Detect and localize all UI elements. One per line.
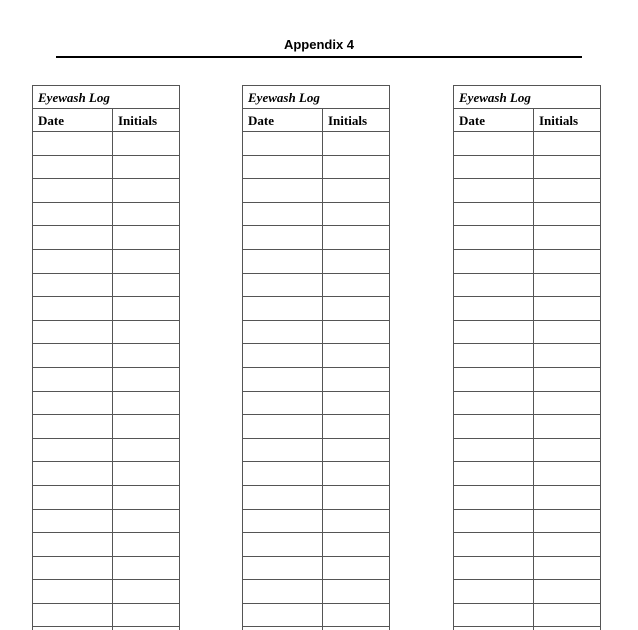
initials-cell xyxy=(534,415,600,438)
date-cell xyxy=(33,533,113,556)
log-entry-row xyxy=(33,580,179,604)
initials-cell xyxy=(113,510,179,533)
initials-cell xyxy=(323,156,389,179)
initials-cell xyxy=(323,580,389,603)
log-entry-row xyxy=(33,486,179,510)
initials-cell xyxy=(113,557,179,580)
log-entry-row xyxy=(33,203,179,227)
date-cell xyxy=(33,297,113,320)
date-column-header: Date xyxy=(33,109,113,131)
initials-cell xyxy=(323,132,389,155)
date-cell xyxy=(454,156,534,179)
log-entry-row xyxy=(243,297,389,321)
log-entry-row xyxy=(243,533,389,557)
initials-cell xyxy=(323,415,389,438)
initials-cell xyxy=(534,510,600,533)
date-cell xyxy=(454,226,534,249)
initials-cell xyxy=(323,557,389,580)
date-cell xyxy=(33,415,113,438)
log-entry-row xyxy=(243,250,389,274)
initials-cell xyxy=(323,368,389,391)
initials-cell xyxy=(534,604,600,627)
log-entry-row xyxy=(454,156,600,180)
initials-cell xyxy=(534,226,600,249)
date-cell xyxy=(243,392,323,415)
date-cell xyxy=(33,392,113,415)
log-entry-row xyxy=(454,132,600,156)
log-entry-row xyxy=(33,274,179,298)
initials-cell xyxy=(323,297,389,320)
initials-column-header: Initials xyxy=(118,113,158,128)
date-column-header: Date xyxy=(454,109,534,131)
log-entry-row xyxy=(454,203,600,227)
date-cell xyxy=(454,415,534,438)
log-entry-row xyxy=(243,439,389,463)
initials-cell xyxy=(534,439,600,462)
log-entry-row xyxy=(243,392,389,416)
initials-cell xyxy=(113,179,179,202)
date-cell xyxy=(454,321,534,344)
log-entry-row xyxy=(454,392,600,416)
log-entry-row xyxy=(454,486,600,510)
initials-cell xyxy=(113,156,179,179)
initials-cell xyxy=(323,510,389,533)
date-cell xyxy=(243,203,323,226)
log-entry-row xyxy=(33,368,179,392)
log-entry-row xyxy=(454,179,600,203)
log-header-row xyxy=(33,109,179,132)
date-cell xyxy=(454,486,534,509)
log-entry-row xyxy=(243,557,389,581)
log-entry-row xyxy=(454,274,600,298)
date-cell xyxy=(243,557,323,580)
log-entry-row xyxy=(454,226,600,250)
date-cell xyxy=(454,604,534,627)
initials-cell xyxy=(323,203,389,226)
log-entry-row xyxy=(243,226,389,250)
initials-cell xyxy=(113,462,179,485)
date-cell xyxy=(454,132,534,155)
initials-cell xyxy=(323,179,389,202)
date-cell xyxy=(454,557,534,580)
date-cell xyxy=(243,510,323,533)
date-cell xyxy=(243,321,323,344)
date-cell xyxy=(454,250,534,273)
initials-cell xyxy=(323,344,389,367)
initials-cell xyxy=(323,392,389,415)
log-entry-row xyxy=(33,179,179,203)
initials-cell xyxy=(534,462,600,485)
log-header-row xyxy=(243,109,389,132)
initials-cell xyxy=(534,557,600,580)
log-title: Eyewash Log xyxy=(454,85,600,109)
date-cell xyxy=(454,533,534,556)
date-column-header: Date xyxy=(243,109,323,131)
initials-cell xyxy=(113,533,179,556)
initials-cell xyxy=(534,344,600,367)
eyewash-log-table-2 xyxy=(242,85,390,630)
log-entry-row xyxy=(243,132,389,156)
date-cell xyxy=(243,179,323,202)
log-entry-row xyxy=(454,604,600,628)
log-entry-row xyxy=(454,415,600,439)
date-cell xyxy=(33,132,113,155)
initials-cell xyxy=(534,250,600,273)
log-entry-row xyxy=(454,439,600,463)
log-entry-row xyxy=(33,462,179,486)
log-entry-row xyxy=(243,321,389,345)
log-entry-row xyxy=(454,580,600,604)
date-cell xyxy=(243,297,323,320)
date-cell xyxy=(454,203,534,226)
initials-cell xyxy=(534,132,600,155)
log-entry-row xyxy=(454,250,600,274)
initials-cell xyxy=(113,226,179,249)
initials-cell xyxy=(113,415,179,438)
log-header-row xyxy=(454,109,600,132)
initials-cell xyxy=(534,533,600,556)
log-entry-row xyxy=(454,510,600,534)
log-entry-row xyxy=(243,344,389,368)
date-cell xyxy=(33,439,113,462)
initials-cell xyxy=(113,344,179,367)
log-entry-row xyxy=(33,510,179,534)
date-cell xyxy=(33,274,113,297)
log-entry-row xyxy=(454,344,600,368)
log-entry-row xyxy=(33,392,179,416)
page-header xyxy=(56,36,582,58)
initials-cell xyxy=(113,604,179,627)
date-cell xyxy=(33,580,113,603)
date-cell xyxy=(243,533,323,556)
log-entry-row xyxy=(243,510,389,534)
date-cell xyxy=(243,604,323,627)
date-cell xyxy=(243,368,323,391)
log-entry-row xyxy=(33,226,179,250)
date-cell xyxy=(33,226,113,249)
initials-cell xyxy=(323,462,389,485)
initials-cell xyxy=(113,486,179,509)
log-entry-row xyxy=(33,557,179,581)
log-entry-row xyxy=(33,132,179,156)
eyewash-log-table-1 xyxy=(32,85,180,630)
log-entry-row xyxy=(243,580,389,604)
log-entry-row xyxy=(454,462,600,486)
log-entry-row xyxy=(33,533,179,557)
log-entry-row xyxy=(33,344,179,368)
date-cell xyxy=(243,274,323,297)
initials-cell xyxy=(534,368,600,391)
date-cell xyxy=(33,486,113,509)
date-cell xyxy=(243,156,323,179)
log-entry-row xyxy=(243,274,389,298)
log-entry-row xyxy=(454,557,600,581)
initials-cell xyxy=(323,604,389,627)
initials-cell xyxy=(113,321,179,344)
initials-cell xyxy=(534,580,600,603)
date-cell xyxy=(454,462,534,485)
initials-cell xyxy=(113,439,179,462)
date-cell xyxy=(33,557,113,580)
date-cell xyxy=(243,439,323,462)
initials-cell xyxy=(534,274,600,297)
date-cell xyxy=(33,156,113,179)
initials-cell xyxy=(534,156,600,179)
log-entry-row xyxy=(454,368,600,392)
log-entry-row xyxy=(243,368,389,392)
log-entry-row xyxy=(243,156,389,180)
date-cell xyxy=(33,250,113,273)
date-cell xyxy=(33,604,113,627)
date-cell xyxy=(243,344,323,367)
date-cell xyxy=(454,297,534,320)
initials-cell xyxy=(113,132,179,155)
initials-cell xyxy=(534,486,600,509)
initials-cell xyxy=(534,203,600,226)
date-cell xyxy=(33,368,113,391)
log-entry-row xyxy=(33,321,179,345)
initials-cell xyxy=(113,297,179,320)
initials-cell xyxy=(534,297,600,320)
date-cell xyxy=(454,439,534,462)
log-entry-row xyxy=(33,156,179,180)
log-entry-row xyxy=(243,179,389,203)
date-cell xyxy=(454,274,534,297)
initials-cell xyxy=(113,274,179,297)
initials-cell xyxy=(323,439,389,462)
initials-cell xyxy=(113,368,179,391)
initials-cell xyxy=(113,392,179,415)
log-entry-row xyxy=(454,321,600,345)
date-cell xyxy=(243,486,323,509)
date-cell xyxy=(33,179,113,202)
initials-column-header: Initials xyxy=(328,113,368,128)
log-entry-row xyxy=(243,203,389,227)
date-cell xyxy=(33,321,113,344)
date-cell xyxy=(33,462,113,485)
log-entry-row xyxy=(243,604,389,628)
initials-cell xyxy=(323,274,389,297)
date-cell xyxy=(454,510,534,533)
initials-cell xyxy=(534,321,600,344)
initials-cell xyxy=(534,179,600,202)
log-entry-row xyxy=(33,297,179,321)
initials-cell xyxy=(534,392,600,415)
initials-cell xyxy=(323,250,389,273)
date-cell xyxy=(243,226,323,249)
date-cell xyxy=(454,344,534,367)
date-cell xyxy=(243,132,323,155)
initials-cell xyxy=(113,580,179,603)
date-cell xyxy=(243,462,323,485)
date-cell xyxy=(454,392,534,415)
page-title: Appendix 4 xyxy=(283,37,355,52)
log-entry-row xyxy=(33,604,179,628)
initials-cell xyxy=(113,203,179,226)
date-cell xyxy=(243,415,323,438)
log-entry-row xyxy=(454,533,600,557)
initials-column-header: Initials xyxy=(539,113,579,128)
date-cell xyxy=(33,203,113,226)
date-cell xyxy=(454,368,534,391)
initials-cell xyxy=(323,321,389,344)
date-cell xyxy=(243,580,323,603)
log-entry-row xyxy=(33,250,179,274)
date-cell xyxy=(454,179,534,202)
log-title: Eyewash Log xyxy=(243,85,389,109)
log-entry-row xyxy=(454,297,600,321)
eyewash-log-table-3 xyxy=(453,85,601,630)
log-entry-row xyxy=(243,462,389,486)
initials-cell xyxy=(323,533,389,556)
log-entry-row xyxy=(243,415,389,439)
initials-cell xyxy=(323,486,389,509)
log-entry-row xyxy=(33,439,179,463)
initials-cell xyxy=(113,250,179,273)
date-cell xyxy=(454,580,534,603)
log-entry-row xyxy=(243,486,389,510)
log-entry-row xyxy=(33,415,179,439)
initials-cell xyxy=(323,226,389,249)
date-cell xyxy=(243,250,323,273)
date-cell xyxy=(33,344,113,367)
date-cell xyxy=(33,510,113,533)
log-title: Eyewash Log xyxy=(33,85,179,109)
